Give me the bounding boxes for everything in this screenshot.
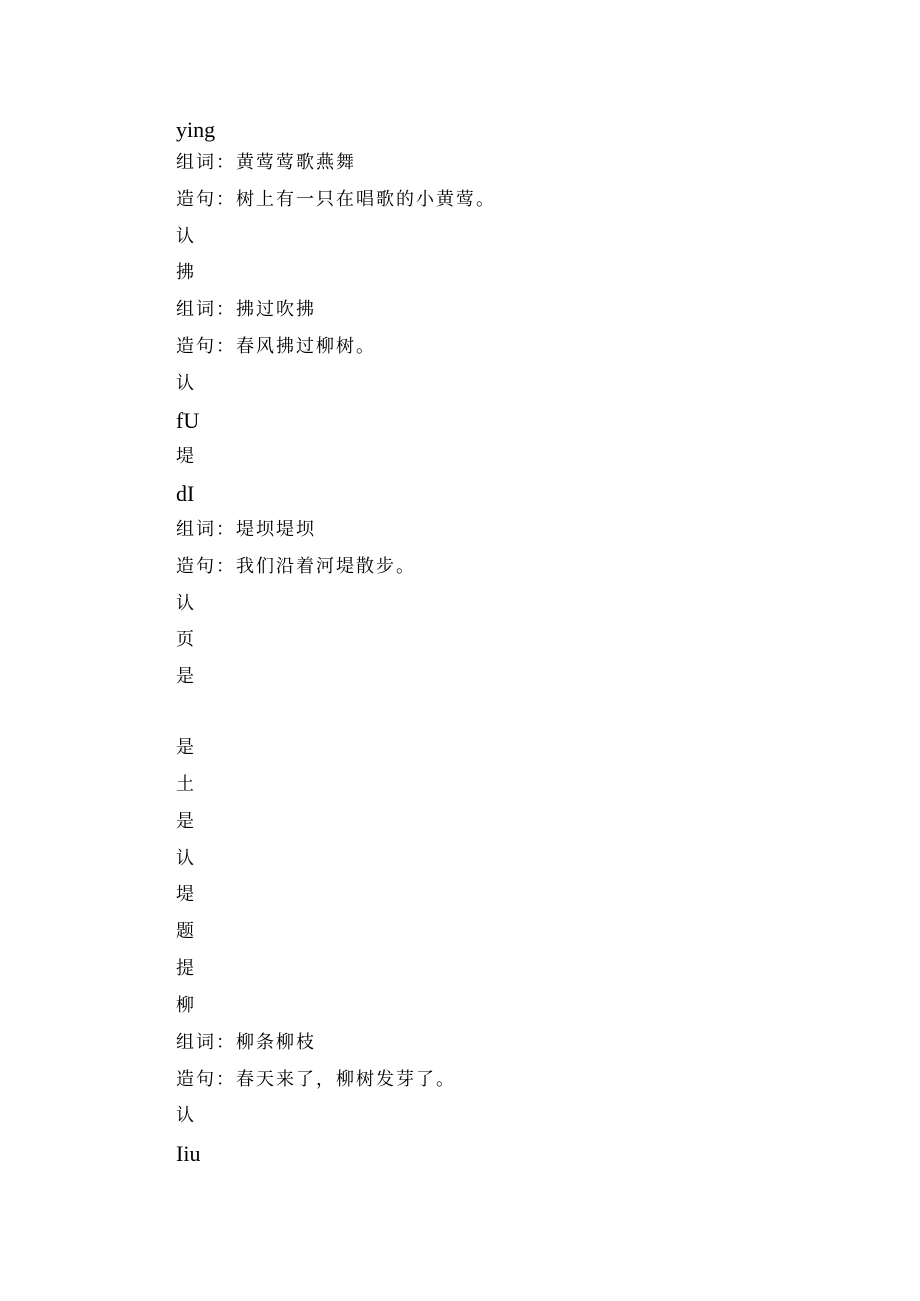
recognize-char: 认	[176, 373, 196, 394]
recognize-char: 认	[176, 848, 196, 869]
word-group-line: 组词：黄莺莺歌燕舞	[176, 152, 356, 173]
recognize-char: 认	[176, 1105, 196, 1126]
pinyin-liu: Iiu	[176, 1141, 201, 1166]
pinyin-di: dI	[176, 481, 195, 506]
character-line: 提	[176, 958, 196, 979]
sentence-line: 造句：我们沿着河堤散步。	[176, 556, 416, 577]
character-line: 柳	[176, 995, 196, 1016]
pinyin-fu: fU	[176, 408, 200, 433]
character-line: 堤	[176, 446, 196, 467]
character-line: 土	[176, 774, 196, 795]
word-group-line: 组词：拂过吹拂	[176, 299, 316, 320]
recognize-char: 认	[176, 593, 196, 614]
character-line: 是	[176, 737, 196, 758]
character-line: 页	[176, 629, 196, 650]
character-line: 是	[176, 811, 196, 832]
character-line: 拂	[176, 262, 196, 283]
word-group-line: 组词：柳条柳枝	[176, 1032, 316, 1053]
sentence-line: 造句：树上有一只在唱歌的小黄莺。	[176, 189, 496, 210]
sentence-line: 造句：春风拂过柳树。	[176, 336, 376, 357]
character-line: 堤	[176, 884, 196, 905]
character-line: 题	[176, 921, 196, 942]
character-line: 是	[176, 666, 196, 687]
word-group-line: 组词：堤坝堤坝	[176, 519, 316, 540]
pinyin-ying: ying	[176, 117, 216, 142]
sentence-line: 造句：春天来了，柳树发芽了。	[176, 1069, 456, 1090]
recognize-char: 认	[176, 226, 196, 247]
